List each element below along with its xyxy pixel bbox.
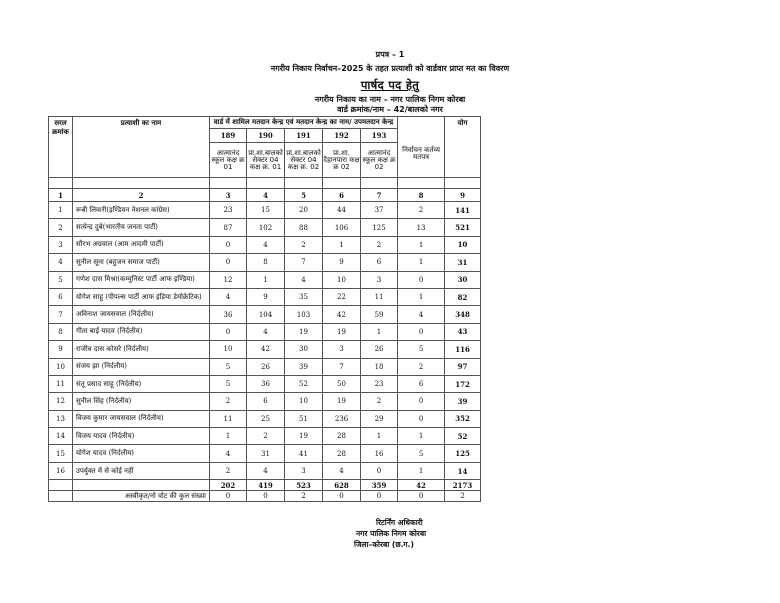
table-row: [49, 219, 481, 236]
vote-count: 52: [285, 375, 323, 392]
vote-count: 4: [323, 462, 361, 479]
col-postal-header: निर्वाचन कर्तव्य मतपत्र: [398, 117, 445, 178]
vote-count: 44: [323, 202, 361, 219]
vote-count: 12: [210, 271, 247, 288]
booth-total: 628: [323, 480, 361, 491]
vote-count: 23: [361, 375, 398, 392]
table-row: [49, 375, 481, 392]
spacer-cell: [445, 178, 481, 189]
vote-count: 26: [247, 358, 285, 375]
vote-count: 19: [323, 323, 361, 340]
spacer-cell: [323, 178, 361, 189]
totals-label-cell: [73, 480, 210, 491]
spacer-cell: [398, 178, 445, 189]
col-total-header: योग: [445, 117, 481, 178]
rejected-count: 0: [210, 491, 247, 502]
row-total: 30: [445, 271, 481, 288]
vote-count: 39: [285, 358, 323, 375]
candidate-name: संजय झा (निर्दलीय): [73, 358, 210, 375]
vote-count: 10: [285, 393, 323, 410]
vote-count: 28: [323, 445, 361, 462]
vote-count: 10: [210, 341, 247, 358]
booth-number: 192: [323, 129, 361, 143]
booth-total: 419: [247, 480, 285, 491]
vote-count: 103: [285, 306, 323, 323]
vote-count: 2: [247, 428, 285, 445]
booth-total: 42: [398, 480, 445, 491]
vote-count: 2: [361, 236, 398, 253]
rejected-count: 2: [285, 491, 323, 502]
serial-number: 5: [49, 271, 73, 288]
candidate-name: गीता बाई यादव (निर्दलीय): [73, 323, 210, 340]
vote-count: 4: [247, 236, 285, 253]
table-row: [49, 306, 481, 323]
vote-count: 9: [247, 288, 285, 305]
table-row: [49, 358, 481, 375]
row-total: 39: [445, 393, 481, 410]
column-index: 8: [398, 189, 445, 202]
vote-count: 5: [398, 445, 445, 462]
serial-number: 1: [49, 202, 73, 219]
serial-number: 10: [49, 358, 73, 375]
col-serial-header: सरल क्रमांक: [49, 117, 73, 178]
candidate-name: योगेश यादव (निर्दलीय): [73, 445, 210, 462]
vote-count: 9: [323, 254, 361, 271]
rejected-count: 0: [323, 491, 361, 502]
booth-total: 523: [285, 480, 323, 491]
body-name: नगरीय निकाय का नाम – नगर पालिक निगम कोरबा: [314, 95, 466, 104]
serial-number: 2: [49, 219, 73, 236]
rejected-count: 0: [247, 491, 285, 502]
vote-count: 2: [210, 393, 247, 410]
table-row: [49, 288, 481, 305]
vote-count: 42: [323, 306, 361, 323]
vote-count: 6: [398, 375, 445, 392]
rejected-spacer: [49, 491, 73, 502]
vote-count: 11: [361, 288, 398, 305]
vote-count: 1: [361, 428, 398, 445]
form-number: प्रपत्र – 1: [375, 50, 405, 59]
vote-count: 2: [361, 393, 398, 410]
booth-number: 189: [210, 129, 247, 143]
booth-number: 190: [247, 129, 285, 143]
vote-count: 19: [285, 323, 323, 340]
vote-count: 4: [210, 288, 247, 305]
table-row: [49, 410, 481, 427]
rejected-count: 0: [398, 491, 445, 502]
totals-label-cell: [49, 480, 73, 491]
table-row: [49, 202, 481, 219]
vote-count: 1: [398, 288, 445, 305]
vote-count: 23: [210, 202, 247, 219]
vote-count: 2: [285, 236, 323, 253]
table-row: [49, 445, 481, 462]
column-index: 2: [73, 189, 210, 202]
row-total: 52: [445, 428, 481, 445]
vote-count: 102: [247, 219, 285, 236]
vote-count: 0: [361, 462, 398, 479]
signature-line-1: रिटर्निंग अधिकारी: [376, 518, 423, 527]
serial-number: 13: [49, 410, 73, 427]
booth-name: प्रा.शा.बालको सेक्टर 04 कक्ष क्र. 01: [247, 143, 285, 178]
vote-count: 1: [398, 254, 445, 271]
vote-count: 13: [398, 219, 445, 236]
candidate-name: उपर्युक्त में से कोई नहीं: [73, 462, 210, 479]
vote-count: 5: [210, 375, 247, 392]
column-index: 3: [210, 189, 247, 202]
vote-count: 1: [361, 323, 398, 340]
candidate-name: सुनील सिंह (निर्दलीय): [73, 393, 210, 410]
booth-name: प्रा.शा.बालको सेक्टर 04 कक्ष क्र. 02: [285, 143, 323, 178]
row-total: 352: [445, 410, 481, 427]
table-row: [49, 254, 481, 271]
rejected-row: [49, 491, 481, 502]
vote-count: 22: [323, 288, 361, 305]
vote-count: 2: [398, 358, 445, 375]
vote-count: 5: [210, 358, 247, 375]
document-title: नगरीय निकाय निर्वाचन–2025 के तहत प्रत्याशी को वार्डवार प्राप्त मत का विवरण: [270, 64, 510, 73]
spacer-cell: [210, 178, 247, 189]
row-total: 31: [445, 254, 481, 271]
spacer-cell: [285, 178, 323, 189]
vote-count: 0: [210, 323, 247, 340]
candidate-name: रूबी लिवारी(इण्डियन नेशनल कांग्रेस): [73, 202, 210, 219]
table-row: [49, 428, 481, 445]
vote-count: 1: [210, 428, 247, 445]
vote-count: 4: [285, 271, 323, 288]
vote-count: 4: [247, 462, 285, 479]
row-total: 97: [445, 358, 481, 375]
row-total: 14: [445, 462, 481, 479]
vote-count: 19: [285, 428, 323, 445]
vote-count: 18: [361, 358, 398, 375]
serial-number: 6: [49, 288, 73, 305]
vote-count: 8: [247, 254, 285, 271]
rejected-count: 0: [361, 491, 398, 502]
table-row: [49, 236, 481, 253]
vote-count: 30: [285, 341, 323, 358]
candidate-name: सौरभ अग्रवाल (आम आदमी पार्टी): [73, 236, 210, 253]
serial-number: 7: [49, 306, 73, 323]
column-index: 5: [285, 189, 323, 202]
vote-count: 37: [361, 202, 398, 219]
vote-count: 10: [323, 271, 361, 288]
vote-count: 59: [361, 306, 398, 323]
rejected-label: अस्वीकृत/नो वोट की कुल संख्या: [73, 491, 210, 502]
serial-number: 8: [49, 323, 73, 340]
vote-count: 1: [398, 428, 445, 445]
vote-count: 88: [285, 219, 323, 236]
vote-count: 51: [285, 410, 323, 427]
serial-number: 12: [49, 393, 73, 410]
vote-count: 4: [247, 323, 285, 340]
column-index: 9: [445, 189, 481, 202]
vote-count: 28: [323, 428, 361, 445]
post-title: पार्षद पद हेतु: [360, 78, 420, 92]
table-row: [49, 462, 481, 479]
vote-count: 1: [398, 236, 445, 253]
vote-count: 42: [247, 341, 285, 358]
spacer-cell: [361, 178, 398, 189]
signature-block: [336, 517, 426, 550]
col-candidate-header: प्रत्याशी का नाम: [73, 117, 210, 178]
table-row: [49, 341, 481, 358]
vote-count: 104: [247, 306, 285, 323]
vote-count: 36: [210, 306, 247, 323]
candidate-name: विजय कुमार जायसवाल (निर्दलीय): [73, 410, 210, 427]
candidate-name: सुनील सूना (बहुजन समाज पार्टी): [73, 254, 210, 271]
vote-count: 11: [210, 410, 247, 427]
vote-count: 1: [398, 462, 445, 479]
vote-count: 1: [323, 236, 361, 253]
candidate-name: सत्येन्द्र दुबे(भारतीय जनता पार्टी): [73, 219, 210, 236]
column-index-row: [49, 189, 481, 202]
serial-number: 4: [49, 254, 73, 271]
vote-count: 50: [323, 375, 361, 392]
vote-count: 3: [323, 341, 361, 358]
row-total: 141: [445, 202, 481, 219]
vote-count: 0: [210, 236, 247, 253]
vote-count: 35: [285, 288, 323, 305]
booth-name: प्रा.शा. दैहानपारा कक्ष क्र 02: [323, 143, 361, 178]
serial-number: 16: [49, 462, 73, 479]
serial-number: 11: [49, 375, 73, 392]
signature-line-2: नगर पालिक निगम कोरबा: [356, 529, 427, 538]
vote-count: 4: [210, 445, 247, 462]
vote-count: 41: [285, 445, 323, 462]
booth-total: 202: [210, 480, 247, 491]
column-index: 4: [247, 189, 285, 202]
vote-count: 0: [398, 323, 445, 340]
serial-number: 3: [49, 236, 73, 253]
table-row: [49, 323, 481, 340]
ward-name: वार्ड क्रमांक/नाम – 42/बालको नगर: [337, 105, 443, 114]
table-row: [49, 393, 481, 410]
totals-row: [49, 480, 481, 491]
booth-group-header: वार्ड में शामिल मतदान केन्द्र एवं मतदान केन्द्र का नाम/ उपमतदान केन्द्र: [210, 117, 398, 129]
vote-count: 31: [247, 445, 285, 462]
vote-count: 0: [398, 410, 445, 427]
results-table: [48, 116, 481, 502]
row-total: 125: [445, 445, 481, 462]
spacer-cell: [247, 178, 285, 189]
row-total: 82: [445, 288, 481, 305]
serial-number: 14: [49, 428, 73, 445]
row-total: 348: [445, 306, 481, 323]
vote-count: 16: [361, 445, 398, 462]
spacer-cell: [73, 178, 210, 189]
vote-count: 25: [247, 410, 285, 427]
table-header-row: [49, 117, 481, 129]
column-index: 6: [323, 189, 361, 202]
signature-line-3: जिला–कोरबा (छ.ग.): [354, 540, 414, 549]
booth-number: 193: [361, 129, 398, 143]
spacer-cell: [49, 178, 73, 189]
serial-number: 15: [49, 445, 73, 462]
vote-count: 19: [323, 393, 361, 410]
column-index: 1: [49, 189, 73, 202]
candidate-name: अविनाश जायसवाल (निर्दलीय): [73, 306, 210, 323]
candidate-name: गणेश दास मिश्रा(कम्युनिस्ट पार्टी आफ इण्डिया): [73, 271, 210, 288]
vote-count: 6: [361, 254, 398, 271]
booth-total: 359: [361, 480, 398, 491]
vote-count: 2: [210, 462, 247, 479]
candidate-name: संतू प्रसाद साहू (निर्दलीय): [73, 375, 210, 392]
row-total: 43: [445, 323, 481, 340]
row-total: 116: [445, 341, 481, 358]
table-row: [49, 271, 481, 288]
vote-count: 106: [323, 219, 361, 236]
row-total: 10: [445, 236, 481, 253]
vote-count: 5: [398, 341, 445, 358]
rejected-total: 2: [445, 491, 481, 502]
vote-count: 3: [285, 462, 323, 479]
vote-count: 87: [210, 219, 247, 236]
vote-count: 0: [398, 393, 445, 410]
candidate-name: राजीव दास कोसरे (निर्दलीय): [73, 341, 210, 358]
booth-name: आत्मानंद स्कूल कक्ष क्र 02: [361, 143, 398, 178]
vote-count: 7: [285, 254, 323, 271]
vote-count: 26: [361, 341, 398, 358]
vote-count: 36: [247, 375, 285, 392]
candidate-name: योगेश साहू (पीपल्स पार्टी आफ इंडिया डेमोक्रेटिक): [73, 288, 210, 305]
vote-count: 0: [210, 254, 247, 271]
serial-number: 9: [49, 341, 73, 358]
vote-count: 15: [247, 202, 285, 219]
vote-count: 0: [398, 271, 445, 288]
booth-name: आत्मानंद स्कूल कक्ष क्र 01: [210, 143, 247, 178]
vote-count: 1: [247, 271, 285, 288]
vote-count: 20: [285, 202, 323, 219]
row-total: 172: [445, 375, 481, 392]
grand-total: 2173: [445, 480, 481, 491]
column-index: 7: [361, 189, 398, 202]
candidate-name: विजय यादव (निर्दलीय): [73, 428, 210, 445]
spacer-row: [49, 178, 481, 189]
vote-count: 6: [247, 393, 285, 410]
vote-count: 4: [398, 306, 445, 323]
vote-count: 29: [361, 410, 398, 427]
vote-count: 2: [398, 202, 445, 219]
vote-count: 7: [323, 358, 361, 375]
vote-count: 125: [361, 219, 398, 236]
vote-count: 236: [323, 410, 361, 427]
row-total: 521: [445, 219, 481, 236]
vote-count: 3: [361, 271, 398, 288]
booth-number: 191: [285, 129, 323, 143]
